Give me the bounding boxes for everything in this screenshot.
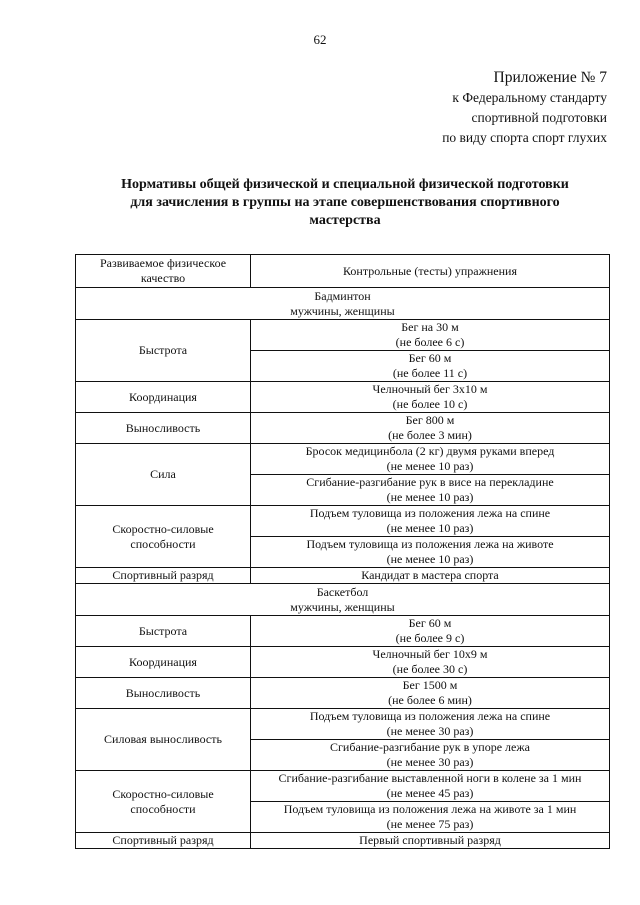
- test-cell: Бег 800 м (не более 3 мин): [251, 413, 610, 444]
- quality-cell: Быстрота: [76, 320, 251, 382]
- test-cell: Сгибание-разгибание рук в висе на перекладине (не менее 10 раз): [251, 475, 610, 506]
- table-row: [76, 709, 610, 740]
- section-title: [76, 584, 610, 616]
- sport-name: Бадминтон: [314, 288, 371, 303]
- rank-row: [76, 568, 610, 584]
- table-row: [76, 320, 610, 351]
- annex-line: к Федеральному стандарту: [452, 90, 607, 105]
- gender-label: мужчины, женщины: [290, 599, 395, 614]
- test-cell: Бег на 30 м (не более 6 с): [251, 320, 610, 351]
- sport-name: Баскетбол: [316, 584, 369, 599]
- quality-cell: Сила: [76, 444, 251, 506]
- rank-label: Спортивный разряд: [76, 568, 251, 584]
- header-tests: Контрольные (тесты) упражнения: [251, 255, 610, 288]
- annex-line: по виду спорта спорт глухих: [442, 130, 607, 145]
- test-cell: Подъем туловища из положения лежа на животе (не менее 10 раз): [251, 537, 610, 568]
- quality-cell: Скоростно-силовые способности: [76, 506, 251, 568]
- title-line: для зачисления в группы на этапе совершенствования спортивного: [130, 195, 560, 210]
- rank-value: Первый спортивный разряд: [251, 833, 610, 849]
- annex-line: спортивной подготовки: [471, 110, 607, 125]
- test-cell: Подъем туловища из положения лежа на спине (не менее 30 раз): [251, 709, 610, 740]
- table-row: [76, 444, 610, 475]
- rank-value: Кандидат в мастера спорта: [251, 568, 610, 584]
- table-row: [76, 678, 610, 709]
- test-cell: Бросок медицинбола (2 кг) двумя руками вперед (не менее 10 раз): [251, 444, 610, 475]
- table-row: [76, 771, 610, 802]
- document-title: [95, 176, 595, 230]
- test-cell: Сгибание-разгибание выставленной ноги в колене за 1 мин (не менее 45 раз): [251, 771, 610, 802]
- test-cell: Бег 60 м (не более 9 с): [251, 616, 610, 647]
- test-cell: Бег 1500 м (не более 6 мин): [251, 678, 610, 709]
- table-row: [76, 506, 610, 537]
- test-cell: Челночный бег 3х10 м (не более 10 с): [251, 382, 610, 413]
- section-title: [76, 288, 610, 320]
- rank-label: Спортивный разряд: [76, 833, 251, 849]
- test-cell: Подъем туловища из положения лежа на животе за 1 мин (не менее 75 раз): [251, 802, 610, 833]
- quality-cell: Быстрота: [76, 616, 251, 647]
- quality-cell: Координация: [76, 647, 251, 678]
- quality-cell: Выносливость: [76, 678, 251, 709]
- quality-cell: Скоростно-силовые способности: [76, 771, 251, 833]
- norms-table: [75, 254, 610, 849]
- annex-title: Приложение № 7: [493, 69, 607, 86]
- test-cell: Сгибание-разгибание рук в упоре лежа (не менее 30 раз): [251, 740, 610, 771]
- gender-label: мужчины, женщины: [290, 303, 395, 318]
- table-row: [76, 647, 610, 678]
- quality-cell: Координация: [76, 382, 251, 413]
- header-quality: Развиваемое физическое качество: [76, 255, 251, 288]
- section-row-badminton: [76, 288, 610, 320]
- table-row: [76, 616, 610, 647]
- test-cell: Бег 60 м (не более 11 с): [251, 351, 610, 382]
- page-number: 62: [313, 32, 327, 47]
- test-cell: Подъем туловища из положения лежа на спине (не менее 10 раз): [251, 506, 610, 537]
- title-line: мастерства: [309, 213, 381, 228]
- quality-cell: Выносливость: [76, 413, 251, 444]
- test-cell: Челночный бег 10х9 м (не более 30 с): [251, 647, 610, 678]
- table-row: [76, 413, 610, 444]
- table-header-row: [76, 255, 610, 288]
- annex-block: [442, 68, 607, 148]
- section-row-basketball: [76, 584, 610, 616]
- rank-row: [76, 833, 610, 849]
- quality-cell: Силовая выносливость: [76, 709, 251, 771]
- title-line: Нормативы общей физической и специальной физической подготовки: [121, 177, 569, 192]
- table-row: [76, 382, 610, 413]
